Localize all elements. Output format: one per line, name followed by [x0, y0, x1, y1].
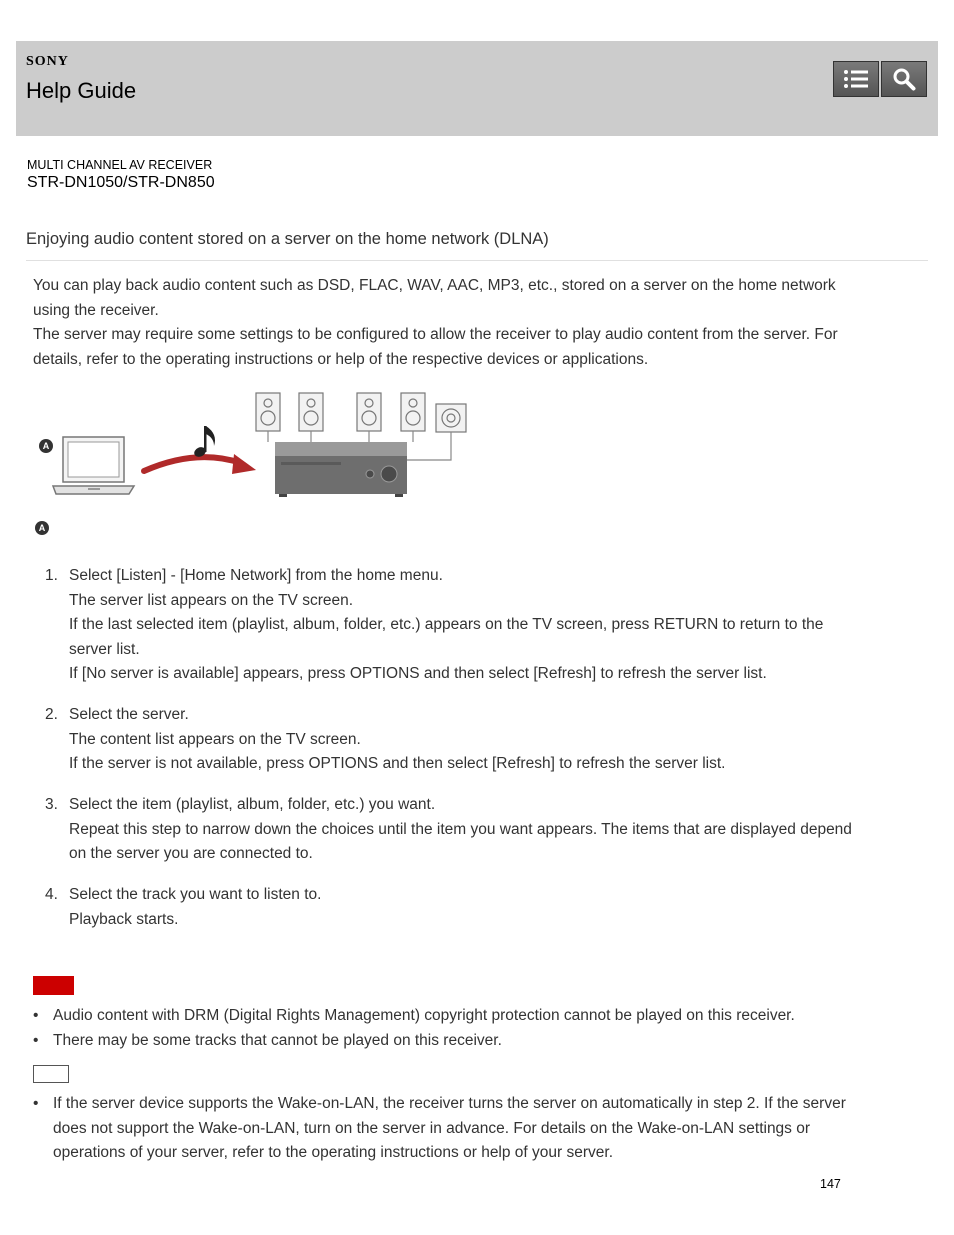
step-line: If the server is not available, press OPTIONS and then select [Refresh] to refresh the server list.: [69, 755, 726, 772]
title-divider: [26, 260, 928, 261]
step-line: Repeat this step to narrow down the choices until the item you want appears. The items that are displayed depend: [69, 820, 852, 838]
receiver-icon: [275, 442, 407, 497]
intro-line: The server may require some settings to be configured to allow the receiver to play audio content from the server. For: [33, 326, 838, 343]
brand-logo: SONY: [26, 54, 69, 69]
search-icon: [892, 67, 916, 91]
step-line: server list.: [69, 640, 140, 658]
step-line: If [No server is available] appears, press OPTIONS and then select [Refresh] to refresh the server list.: [69, 665, 767, 682]
step-number: 1.: [45, 567, 58, 584]
laptop-icon: [53, 437, 134, 494]
note-item: Audio content with DRM (Digital Rights Management) copyright protection cannot be played on this receiver.: [53, 1007, 795, 1024]
note-badge: [33, 976, 74, 995]
step-line: The content list appears on the TV screen.: [69, 730, 361, 748]
hint-badge: [33, 1065, 69, 1083]
product-model: STR-DN1050/STR-DN850: [27, 174, 215, 191]
music-note-icon: [193, 426, 215, 459]
step-line: Select the server.: [69, 706, 189, 723]
step-number: 2.: [45, 706, 58, 723]
step-line: Select the item (playlist, album, folder, etc.) you want.: [69, 796, 436, 813]
intro-line: details, refer to the operating instructions or help of the respective devices or applications.: [33, 350, 649, 368]
toc-button[interactable]: [833, 61, 879, 97]
step-line: The server list appears on the TV screen.: [69, 591, 354, 609]
search-button[interactable]: [881, 61, 927, 97]
bullet-dot: •: [33, 1095, 39, 1112]
speaker-icon: [256, 393, 466, 432]
topic-title: Enjoying audio content stored on a server on the home network (DLNA): [26, 230, 549, 248]
arrow-icon: [144, 457, 241, 471]
hint-line: does not support the Wake-on-LAN, turn on the server in advance. For details on the Wake-on-LAN settings or: [53, 1119, 811, 1137]
legend-a-badge: A: [35, 521, 49, 535]
callout-a-badge: A: [39, 439, 53, 453]
step-number: 3.: [45, 796, 58, 813]
step-number: 4.: [45, 886, 58, 903]
bullet-dot: •: [33, 1007, 39, 1024]
hint-line: If the server device supports the Wake-on-LAN, the receiver turns the server on automatically in step 2. If the server: [53, 1095, 846, 1112]
guide-title[interactable]: Help Guide: [26, 78, 137, 103]
product-category: MULTI CHANNEL AV RECEIVER: [27, 158, 213, 172]
step-line: on the server you are connected to.: [69, 845, 313, 862]
hint-line: operations of your server, refer to the operating instructions or help of your server.: [53, 1144, 614, 1161]
step-line: Playback starts.: [69, 910, 179, 928]
dlna-illustration: [36, 388, 476, 508]
intro-line: You can play back audio content such as DSD, FLAC, WAV, AAC, MP3, etc., stored on a server on the home network: [33, 277, 836, 294]
header-bar: [16, 41, 938, 136]
page-number: 147: [820, 1177, 841, 1191]
intro-line: using the receiver.: [33, 301, 159, 319]
step-line: Select the track you want to listen to.: [69, 886, 322, 903]
list-icon: [843, 68, 869, 90]
step-line: Select [Listen] - [Home Network] from the home menu.: [69, 567, 443, 584]
bullet-dot: •: [33, 1032, 39, 1049]
step-line: If the last selected item (playlist, album, folder, etc.) appears on the TV screen, press RETURN to return to the: [69, 616, 824, 633]
note-item: There may be some tracks that cannot be played on this receiver.: [53, 1032, 502, 1049]
